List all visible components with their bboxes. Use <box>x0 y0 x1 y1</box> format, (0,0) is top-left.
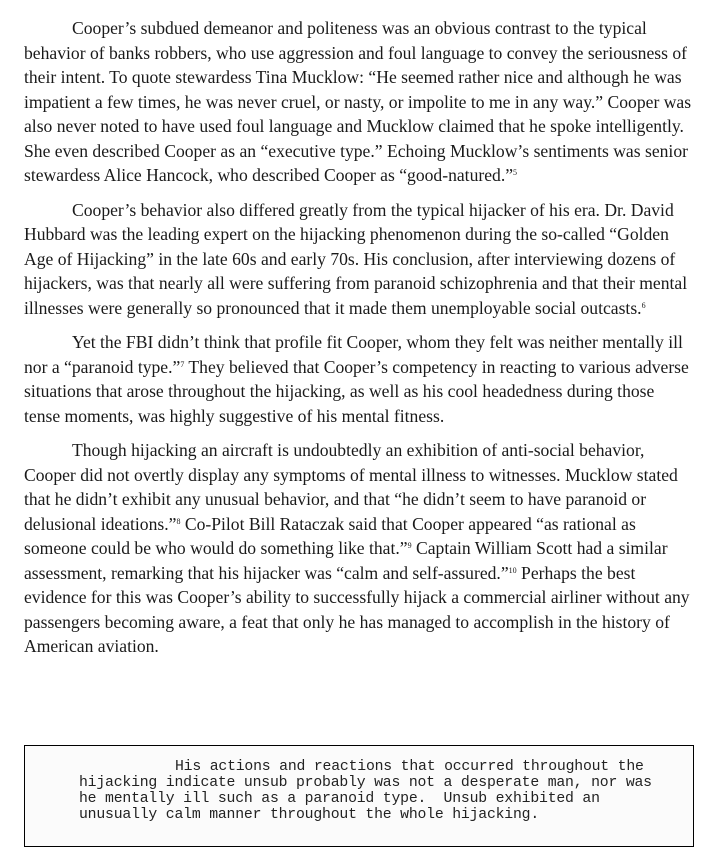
footnote-marker: 10 <box>508 565 517 575</box>
paragraph-3-text: Yet the FBI didn’t think that profile fit Cooper, whom they felt was neither mentally ill nor a “paranoid type.” <box>24 332 683 377</box>
paragraph-1-text: Cooper’s subdued demeanor and politeness was an obvious contrast to the typical behavior of banks robbers, who use aggression and foul language to convey the seriousness of their intent. To quote stewardess Tina Mucklow: “He seemed rather nice and although he was impatient a few times, he was never cruel, or nasty, or impolite to me in any way.” Cooper was also never noted to have used foul language and Mucklow claimed that he spoke intelligently. She even described Cooper as an “executive type.” Echoing Mucklow’s sentiments was senior stewardess Alice Hancock, who described Cooper as “good-natured.” <box>24 18 692 185</box>
footnote-marker: 5 <box>513 168 518 177</box>
footnote-marker: 8 <box>176 516 181 526</box>
paragraph-1 <box>24 16 694 188</box>
paragraph-4-text: Captain William Scott had a similar assessment, remarking that his hijacker was “calm and self-assured.” <box>24 538 668 583</box>
footnote-marker: 9 <box>407 541 412 550</box>
paragraph-4 <box>24 438 694 659</box>
fbi-document-excerpt <box>24 745 694 847</box>
document-body <box>24 16 694 669</box>
excerpt-text: His actions and reactions that occurred throughout the hijacking indicate unsub probably was not a desperate man, nor was he mentally ill such as a paranoid type. Unsub exhibited an unusually calm manner throughout the whole hijacking. <box>79 759 661 823</box>
footnote-marker: 7 <box>180 359 185 369</box>
paragraph-3-text: They believed that Cooper’s competency in reacting to various adverse situations that arose throughout the hijacking, as well as his cool headedness during those tense moments, was highly suggestive of his mental fitness. <box>24 356 689 426</box>
footnote-marker: 6 <box>641 300 646 310</box>
paragraph-4-text: Perhaps the best evidence for this was Cooper’s ability to successfully hijack a commercial airliner without any passengers becoming aware, a feat that only he has managed to accomplish in the history of American aviation. <box>24 562 690 656</box>
paragraph-4-text: Co-Pilot Bill Rataczak said that Cooper appeared “as rational as someone could be who would do something like that.” <box>24 513 636 558</box>
paragraph-4-text: Though hijacking an aircraft is undoubtedly an exhibition of anti-social behavior, Cooper did not overtly display any symptoms of mental illness to witnesses. Mucklow stated that he didn’t exhibit any unusual behavior, and that “he didn’t seem to have paranoid or delusional ideations.” <box>24 440 678 534</box>
paragraph-3 <box>24 330 694 428</box>
paragraph-2 <box>24 198 694 321</box>
paragraph-2-text: Cooper’s behavior also differed greatly from the typical hijacker of his era. Dr. David Hubbard was the leading expert on the hijacking phenomenon during the so-called “Golden Age of Hijacking” in the late 60s and early 70s. His conclusion, after interviewing dozens of hijackers, was that nearly all were suffering from paranoid schizophrenia and that their mental illnesses were generally so pronounced that it made them unemployable social outcasts. <box>24 199 688 318</box>
